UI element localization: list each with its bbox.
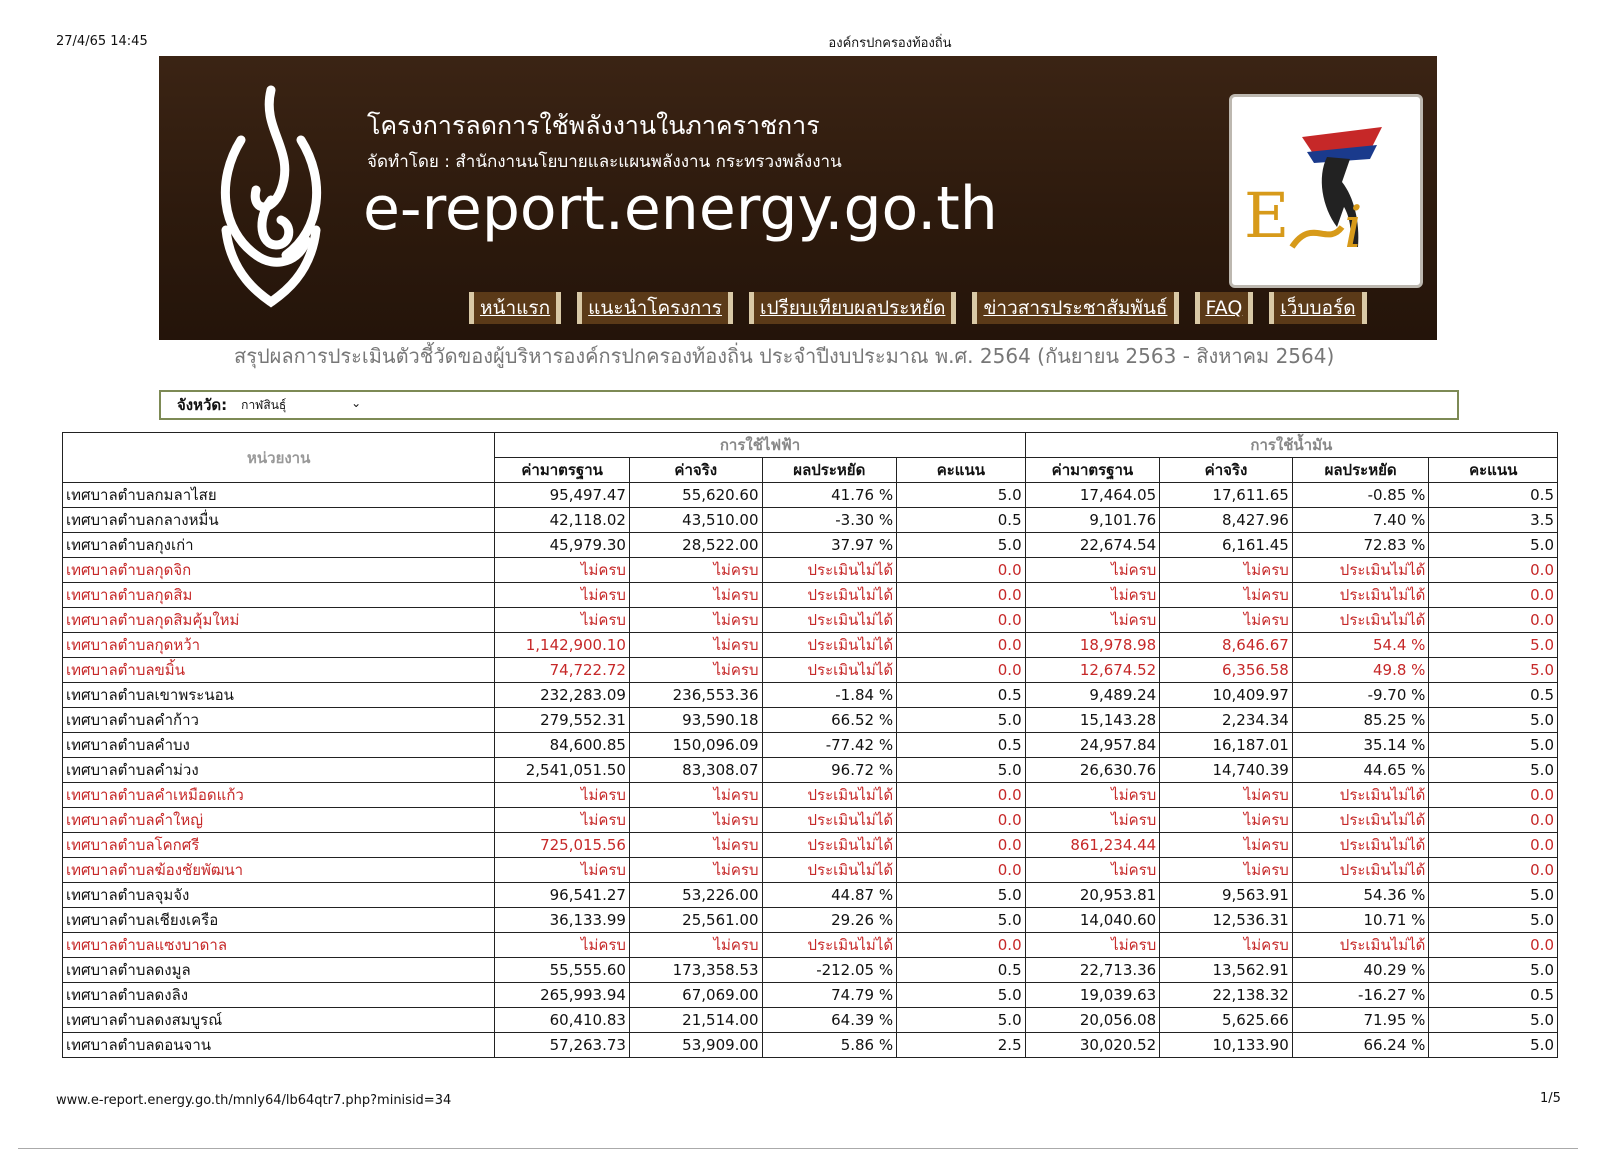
value-cell-o-std: ไม่ครบ	[1025, 608, 1160, 633]
col-electric-actual: ค่าจริง	[629, 458, 762, 483]
province-select[interactable]	[241, 396, 361, 415]
value-cell-o-act: 8,646.67	[1160, 633, 1293, 658]
table-row	[63, 808, 1558, 833]
value-cell-e-score: 0.5	[897, 733, 1026, 758]
unit-name-cell: เทศบาลตำบลคำม่วง	[63, 758, 495, 783]
table-row	[63, 883, 1558, 908]
value-cell-e-save: ประเมินไม่ได้	[762, 583, 897, 608]
nav-webboard[interactable]: เว็บบอร์ด	[1269, 292, 1366, 324]
value-cell-o-act: 2,234.34	[1160, 708, 1293, 733]
unit-name-cell: เทศบาลตำบลคำก้าว	[63, 708, 495, 733]
summary-title: สรุปผลการประเมินตัวชี้วัดของผู้บริหารองค์กรปกครองท้องถิ่น ประจำปีงบประมาณ พ.ศ. 2564 (กันยายน 2563 - สิงหาคม 2564)	[234, 344, 1335, 368]
value-cell-o-act: ไม่ครบ	[1160, 583, 1293, 608]
table-row	[63, 1008, 1558, 1033]
value-cell-o-score: 5.0	[1429, 708, 1558, 733]
unit-name-cell: เทศบาลตำบลกมลาไสย	[63, 483, 495, 508]
value-cell-o-act: ไม่ครบ	[1160, 808, 1293, 833]
value-cell-o-score: 0.0	[1429, 858, 1558, 883]
table-row	[63, 858, 1558, 883]
value-cell-o-score: 0.0	[1429, 583, 1558, 608]
value-cell-o-score: 0.0	[1429, 808, 1558, 833]
unit-column-header: หน่วยงาน	[63, 433, 495, 483]
value-cell-e-score: 5.0	[897, 1008, 1026, 1033]
banner-organizer: จัดทำโดย : สำนักงานนโยบายและแผนพลังงาน กระทรวงพลังงาน	[367, 152, 842, 172]
value-cell-o-score: 0.0	[1429, 933, 1558, 958]
value-cell-e-std: ไม่ครบ	[495, 558, 630, 583]
value-cell-e-act: 53,226.00	[629, 883, 762, 908]
table-row	[63, 483, 1558, 508]
value-cell-o-score: 5.0	[1429, 533, 1558, 558]
unit-name-cell: เทศบาลตำบลฆ้องชัยพัฒนา	[63, 858, 495, 883]
unit-name-cell: เทศบาลตำบลแซงบาดาล	[63, 933, 495, 958]
value-cell-o-save: -0.85 %	[1292, 483, 1429, 508]
results-table-body	[63, 483, 1558, 1058]
value-cell-e-std: 279,552.31	[495, 708, 630, 733]
value-cell-o-save: ประเมินไม่ได้	[1292, 933, 1429, 958]
value-cell-e-save: 64.39 %	[762, 1008, 897, 1033]
value-cell-o-std: 20,953.81	[1025, 883, 1160, 908]
col-oil-standard: ค่ามาตรฐาน	[1025, 458, 1160, 483]
table-row	[63, 783, 1558, 808]
value-cell-o-save: ประเมินไม่ได้	[1292, 808, 1429, 833]
value-cell-o-score: 0.0	[1429, 558, 1558, 583]
value-cell-e-save: 29.26 %	[762, 908, 897, 933]
col-electric-standard: ค่ามาตรฐาน	[495, 458, 630, 483]
value-cell-o-act: ไม่ครบ	[1160, 933, 1293, 958]
table-row	[63, 833, 1558, 858]
value-cell-e-score: 5.0	[897, 883, 1026, 908]
value-cell-e-score: 0.0	[897, 833, 1026, 858]
unit-name-cell: เทศบาลตำบลกลางหมื่น	[63, 508, 495, 533]
value-cell-e-act: 43,510.00	[629, 508, 762, 533]
value-cell-o-std: 18,978.98	[1025, 633, 1160, 658]
value-cell-e-score: 0.0	[897, 558, 1026, 583]
value-cell-e-score: 5.0	[897, 983, 1026, 1008]
value-cell-e-save: ประเมินไม่ได้	[762, 658, 897, 683]
value-cell-e-score: 5.0	[897, 533, 1026, 558]
value-cell-o-score: 5.0	[1429, 1008, 1558, 1033]
print-date: 27/4/65 14:45	[56, 34, 148, 49]
value-cell-e-save: 37.97 %	[762, 533, 897, 558]
value-cell-e-std: 42,118.02	[495, 508, 630, 533]
value-cell-o-save: -9.70 %	[1292, 683, 1429, 708]
value-cell-e-std: 725,015.56	[495, 833, 630, 858]
nav-faq[interactable]: FAQ	[1195, 292, 1254, 324]
value-cell-o-save: 72.83 %	[1292, 533, 1429, 558]
table-row	[63, 658, 1558, 683]
unit-name-cell: เทศบาลตำบลกุงเก่า	[63, 533, 495, 558]
unit-name-cell: เทศบาลตำบลกุดจิก	[63, 558, 495, 583]
value-cell-o-score: 5.0	[1429, 633, 1558, 658]
value-cell-e-std: 74,722.72	[495, 658, 630, 683]
value-cell-o-save: ประเมินไม่ได้	[1292, 833, 1429, 858]
value-cell-o-act: ไม่ครบ	[1160, 833, 1293, 858]
value-cell-e-act: 67,069.00	[629, 983, 762, 1008]
value-cell-o-act: 14,740.39	[1160, 758, 1293, 783]
value-cell-e-act: ไม่ครบ	[629, 608, 762, 633]
value-cell-o-save: ประเมินไม่ได้	[1292, 858, 1429, 883]
col-electric-score: คะแนน	[897, 458, 1026, 483]
value-cell-e-act: 236,553.36	[629, 683, 762, 708]
value-cell-e-score: 0.5	[897, 683, 1026, 708]
unit-name-cell: เทศบาลตำบลดงลิง	[63, 983, 495, 1008]
value-cell-o-score: 0.0	[1429, 608, 1558, 633]
value-cell-o-std: 12,674.52	[1025, 658, 1160, 683]
value-cell-e-save: 41.76 %	[762, 483, 897, 508]
value-cell-o-act: ไม่ครบ	[1160, 858, 1293, 883]
value-cell-e-std: ไม่ครบ	[495, 933, 630, 958]
value-cell-o-std: 19,039.63	[1025, 983, 1160, 1008]
value-cell-o-save: 35.14 %	[1292, 733, 1429, 758]
value-cell-o-act: 9,563.91	[1160, 883, 1293, 908]
value-cell-e-score: 5.0	[897, 908, 1026, 933]
table-row	[63, 608, 1558, 633]
value-cell-o-act: 8,427.96	[1160, 508, 1293, 533]
value-cell-o-save: ประเมินไม่ได้	[1292, 783, 1429, 808]
value-cell-e-save: ประเมินไม่ได้	[762, 933, 897, 958]
value-cell-o-act: ไม่ครบ	[1160, 558, 1293, 583]
value-cell-e-score: 0.0	[897, 933, 1026, 958]
value-cell-e-score: 0.5	[897, 508, 1026, 533]
value-cell-e-act: 55,620.60	[629, 483, 762, 508]
table-row	[63, 708, 1558, 733]
value-cell-e-std: ไม่ครบ	[495, 608, 630, 633]
value-cell-e-score: 5.0	[897, 483, 1026, 508]
site-banner	[159, 56, 1437, 340]
value-cell-o-std: 22,674.54	[1025, 533, 1160, 558]
value-cell-o-score: 0.5	[1429, 483, 1558, 508]
table-row	[63, 583, 1558, 608]
value-cell-e-score: 0.0	[897, 633, 1026, 658]
value-cell-o-act: 5,625.66	[1160, 1008, 1293, 1033]
value-cell-e-std: 1,142,900.10	[495, 633, 630, 658]
unit-name-cell: เทศบาลตำบลขมิ้น	[63, 658, 495, 683]
unit-name-cell: เทศบาลตำบลดอนจาน	[63, 1033, 495, 1058]
table-row	[63, 1033, 1558, 1058]
value-cell-o-std: ไม่ครบ	[1025, 808, 1160, 833]
value-cell-e-act: ไม่ครบ	[629, 783, 762, 808]
value-cell-o-score: 0.5	[1429, 983, 1558, 1008]
value-cell-o-std: 15,143.28	[1025, 708, 1160, 733]
value-cell-o-act: 17,611.65	[1160, 483, 1293, 508]
table-row	[63, 933, 1558, 958]
value-cell-e-std: 55,555.60	[495, 958, 630, 983]
value-cell-e-save: 74.79 %	[762, 983, 897, 1008]
value-cell-e-std: 2,541,051.50	[495, 758, 630, 783]
value-cell-e-save: -3.30 %	[762, 508, 897, 533]
unit-name-cell: เทศบาลตำบลเชียงเครือ	[63, 908, 495, 933]
value-cell-o-save: 54.4 %	[1292, 633, 1429, 658]
value-cell-e-std: 36,133.99	[495, 908, 630, 933]
table-row	[63, 683, 1558, 708]
value-cell-e-act: 53,909.00	[629, 1033, 762, 1058]
value-cell-e-std: ไม่ครบ	[495, 858, 630, 883]
value-cell-e-std: 232,283.09	[495, 683, 630, 708]
value-cell-o-std: 24,957.84	[1025, 733, 1160, 758]
value-cell-e-act: 83,308.07	[629, 758, 762, 783]
value-cell-e-save: ประเมินไม่ได้	[762, 608, 897, 633]
value-cell-e-act: 28,522.00	[629, 533, 762, 558]
main-nav	[469, 292, 1367, 330]
value-cell-o-std: 20,056.08	[1025, 1008, 1160, 1033]
col-oil-score: คะแนน	[1429, 458, 1558, 483]
value-cell-e-act: ไม่ครบ	[629, 633, 762, 658]
value-cell-e-save: ประเมินไม่ได้	[762, 833, 897, 858]
value-cell-e-act: ไม่ครบ	[629, 558, 762, 583]
value-cell-o-act: 6,161.45	[1160, 533, 1293, 558]
value-cell-o-score: 5.0	[1429, 758, 1558, 783]
value-cell-o-score: 3.5	[1429, 508, 1558, 533]
value-cell-e-act: ไม่ครบ	[629, 933, 762, 958]
bottom-rule	[18, 1148, 1578, 1149]
value-cell-o-std: 9,101.76	[1025, 508, 1160, 533]
value-cell-e-save: ประเมินไม่ได้	[762, 558, 897, 583]
value-cell-o-save: 85.25 %	[1292, 708, 1429, 733]
value-cell-o-save: ประเมินไม่ได้	[1292, 558, 1429, 583]
value-cell-o-score: 0.0	[1429, 833, 1558, 858]
value-cell-e-score: 0.0	[897, 608, 1026, 633]
unit-name-cell: เทศบาลตำบลโคกศรี	[63, 833, 495, 858]
value-cell-e-std: 45,979.30	[495, 533, 630, 558]
value-cell-o-act: 6,356.58	[1160, 658, 1293, 683]
print-title: องค์กรปกครองท้องถิ่น	[828, 36, 952, 51]
value-cell-e-score: 0.0	[897, 808, 1026, 833]
nav-about-project[interactable]: แนะนำโครงการ	[577, 292, 733, 324]
footer-page-number: 1/5	[1540, 1091, 1561, 1106]
unit-name-cell: เทศบาลตำบลกุดสิม	[63, 583, 495, 608]
unit-name-cell: เทศบาลตำบลดงสมบูรณ์	[63, 1008, 495, 1033]
table-row	[63, 758, 1558, 783]
value-cell-e-score: 0.0	[897, 858, 1026, 883]
banner-site-name: e-report.energy.go.th	[363, 174, 998, 244]
value-cell-o-score: 5.0	[1429, 908, 1558, 933]
value-cell-o-std: 14,040.60	[1025, 908, 1160, 933]
value-cell-o-save: 66.24 %	[1292, 1033, 1429, 1058]
unit-name-cell: เทศบาลตำบลจุมจัง	[63, 883, 495, 908]
value-cell-e-score: 0.0	[897, 783, 1026, 808]
value-cell-e-score: 5.0	[897, 758, 1026, 783]
table-row	[63, 633, 1558, 658]
value-cell-o-score: 5.0	[1429, 958, 1558, 983]
value-cell-e-save: -212.05 %	[762, 958, 897, 983]
unit-name-cell: เทศบาลตำบลเขาพระนอน	[63, 683, 495, 708]
value-cell-e-act: 21,514.00	[629, 1008, 762, 1033]
value-cell-o-save: 44.65 %	[1292, 758, 1429, 783]
unit-name-cell: เทศบาลตำบลกุดหว้า	[63, 633, 495, 658]
value-cell-o-std: 9,489.24	[1025, 683, 1160, 708]
value-cell-o-score: 5.0	[1429, 658, 1558, 683]
value-cell-o-act: 10,409.97	[1160, 683, 1293, 708]
value-cell-e-act: ไม่ครบ	[629, 808, 762, 833]
value-cell-o-save: 7.40 %	[1292, 508, 1429, 533]
footer-url: www.e-report.energy.go.th/mnly64/lb64qtr7.php?minisid=34	[56, 1093, 452, 1108]
value-cell-e-score: 0.0	[897, 583, 1026, 608]
banner-project-title: โครงการลดการใช้พลังงานในภาคราชการ	[367, 111, 820, 140]
value-cell-o-save: 40.29 %	[1292, 958, 1429, 983]
value-cell-e-std: 57,263.73	[495, 1033, 630, 1058]
value-cell-o-save: ประเมินไม่ได้	[1292, 583, 1429, 608]
chevron-down-icon: ⌄	[351, 395, 362, 410]
oil-group-header: การใช้น้ำมัน	[1025, 433, 1557, 458]
province-filter	[159, 390, 1459, 420]
value-cell-e-save: 44.87 %	[762, 883, 897, 908]
value-cell-e-score: 0.5	[897, 958, 1026, 983]
svg-text:i: i	[1344, 193, 1363, 261]
horse-flag-seal-icon	[1229, 94, 1423, 288]
table-row	[63, 533, 1558, 558]
value-cell-e-score: 5.0	[897, 708, 1026, 733]
value-cell-e-std: ไม่ครบ	[495, 808, 630, 833]
value-cell-e-act: 93,590.18	[629, 708, 762, 733]
svg-text:E: E	[1244, 179, 1290, 252]
value-cell-e-save: ประเมินไม่ได้	[762, 633, 897, 658]
value-cell-e-save: 5.86 %	[762, 1033, 897, 1058]
value-cell-o-score: 5.0	[1429, 733, 1558, 758]
value-cell-o-save: ประเมินไม่ได้	[1292, 608, 1429, 633]
unit-name-cell: เทศบาลตำบลคำบง	[63, 733, 495, 758]
value-cell-o-score: 0.0	[1429, 783, 1558, 808]
value-cell-o-act: 12,536.31	[1160, 908, 1293, 933]
value-cell-e-act: 25,561.00	[629, 908, 762, 933]
value-cell-o-std: ไม่ครบ	[1025, 558, 1160, 583]
table-row	[63, 733, 1558, 758]
electric-group-header: การใช้ไฟฟ้า	[495, 433, 1025, 458]
table-row	[63, 508, 1558, 533]
value-cell-o-act: 10,133.90	[1160, 1033, 1293, 1058]
value-cell-o-act: 16,187.01	[1160, 733, 1293, 758]
value-cell-e-save: ประเมินไม่ได้	[762, 808, 897, 833]
value-cell-e-save: ประเมินไม่ได้	[762, 858, 897, 883]
value-cell-e-std: 60,410.83	[495, 1008, 630, 1033]
nav-compare-savings[interactable]: เปรียบเทียบผลประหยัด	[749, 292, 956, 324]
table-row	[63, 983, 1558, 1008]
unit-name-cell: เทศบาลตำบลคำเหมือดแก้ว	[63, 783, 495, 808]
value-cell-e-act: 150,096.09	[629, 733, 762, 758]
value-cell-e-std: 96,541.27	[495, 883, 630, 908]
value-cell-o-save: 10.71 %	[1292, 908, 1429, 933]
unit-name-cell: เทศบาลตำบลกุดสิมคุ้มใหม่	[63, 608, 495, 633]
results-table	[62, 432, 1558, 1058]
value-cell-o-score: 5.0	[1429, 883, 1558, 908]
table-row	[63, 958, 1558, 983]
value-cell-e-score: 0.0	[897, 658, 1026, 683]
value-cell-o-act: 22,138.32	[1160, 983, 1293, 1008]
value-cell-o-std: 22,713.36	[1025, 958, 1160, 983]
value-cell-o-act: ไม่ครบ	[1160, 783, 1293, 808]
value-cell-e-act: ไม่ครบ	[629, 583, 762, 608]
value-cell-o-act: ไม่ครบ	[1160, 608, 1293, 633]
value-cell-o-std: 30,020.52	[1025, 1033, 1160, 1058]
value-cell-o-std: 17,464.05	[1025, 483, 1160, 508]
col-electric-saving: ผลประหยัด	[762, 458, 897, 483]
value-cell-e-std: 95,497.47	[495, 483, 630, 508]
value-cell-o-act: 13,562.91	[1160, 958, 1293, 983]
province-label: จังหวัด:	[177, 396, 228, 414]
unit-name-cell: เทศบาลตำบลคำใหญ่	[63, 808, 495, 833]
value-cell-e-save: 96.72 %	[762, 758, 897, 783]
value-cell-e-act: ไม่ครบ	[629, 658, 762, 683]
nav-news[interactable]: ข่าวสารประชาสัมพันธ์	[972, 292, 1178, 324]
table-row	[63, 908, 1558, 933]
value-cell-o-save: 54.36 %	[1292, 883, 1429, 908]
value-cell-o-std: 26,630.76	[1025, 758, 1160, 783]
value-cell-e-std: ไม่ครบ	[495, 783, 630, 808]
value-cell-e-save: 66.52 %	[762, 708, 897, 733]
table-row	[63, 558, 1558, 583]
value-cell-o-std: ไม่ครบ	[1025, 783, 1160, 808]
value-cell-e-act: ไม่ครบ	[629, 858, 762, 883]
value-cell-e-act: 173,358.53	[629, 958, 762, 983]
value-cell-o-std: 861,234.44	[1025, 833, 1160, 858]
value-cell-e-save: -77.42 %	[762, 733, 897, 758]
value-cell-e-save: ประเมินไม่ได้	[762, 783, 897, 808]
col-oil-saving: ผลประหยัด	[1292, 458, 1429, 483]
value-cell-o-std: ไม่ครบ	[1025, 583, 1160, 608]
value-cell-o-save: 49.8 %	[1292, 658, 1429, 683]
value-cell-e-act: ไม่ครบ	[629, 833, 762, 858]
value-cell-e-std: 265,993.94	[495, 983, 630, 1008]
value-cell-o-std: ไม่ครบ	[1025, 933, 1160, 958]
col-oil-actual: ค่าจริง	[1160, 458, 1293, 483]
value-cell-o-score: 0.5	[1429, 683, 1558, 708]
value-cell-o-save: 71.95 %	[1292, 1008, 1429, 1033]
value-cell-o-score: 5.0	[1429, 1033, 1558, 1058]
value-cell-e-save: -1.84 %	[762, 683, 897, 708]
value-cell-o-std: ไม่ครบ	[1025, 858, 1160, 883]
value-cell-o-save: -16.27 %	[1292, 983, 1429, 1008]
value-cell-e-score: 2.5	[897, 1033, 1026, 1058]
province-selected-value: กาฬสินธุ์	[241, 397, 287, 412]
unit-name-cell: เทศบาลตำบลดงมูล	[63, 958, 495, 983]
value-cell-e-std: ไม่ครบ	[495, 583, 630, 608]
eppo-flame-logo-icon	[201, 80, 341, 310]
value-cell-e-std: 84,600.85	[495, 733, 630, 758]
nav-home[interactable]: หน้าแรก	[469, 292, 561, 324]
